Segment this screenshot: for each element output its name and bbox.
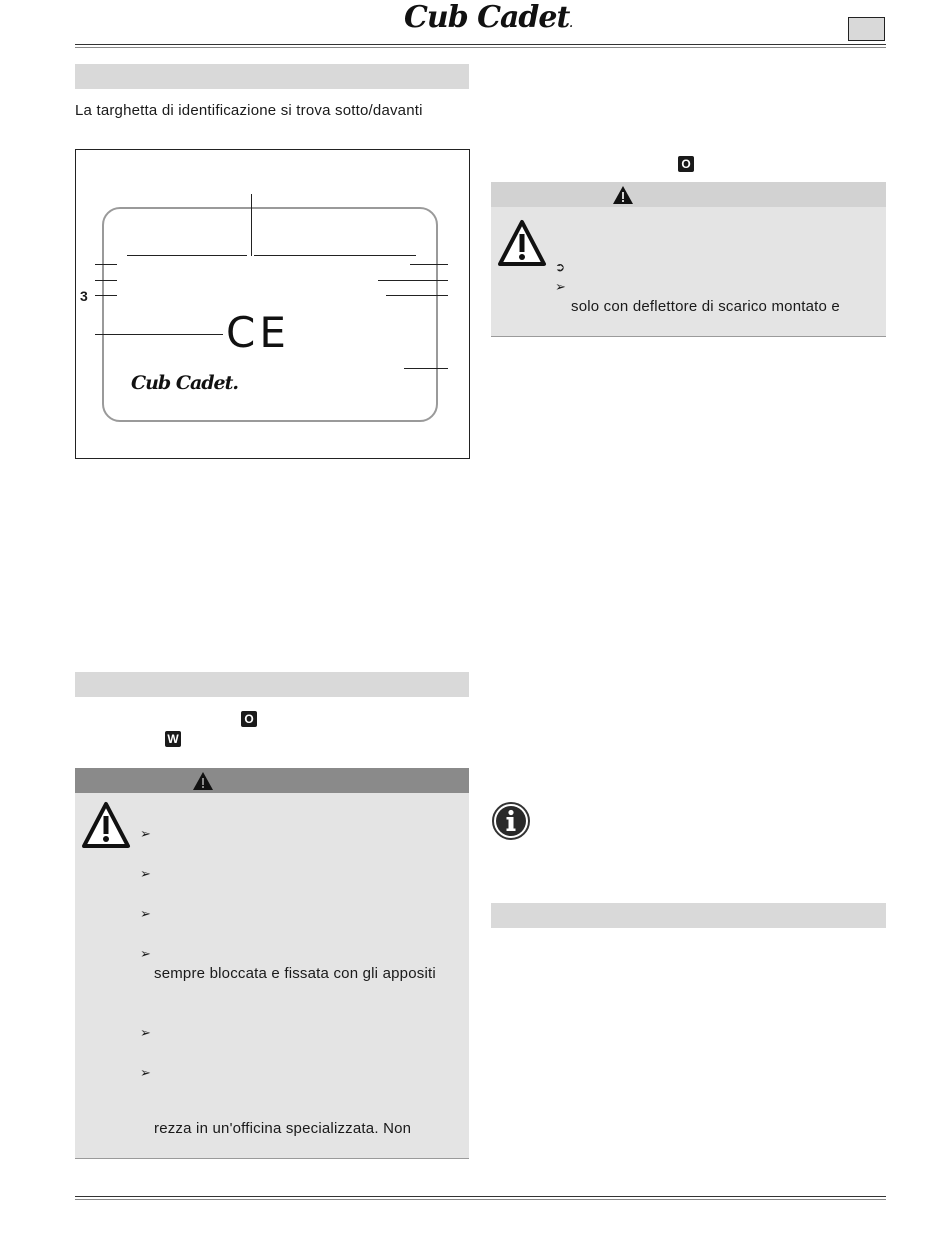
leader-line	[254, 255, 416, 256]
bullet-arrow-icon: ➢	[140, 1065, 151, 1080]
header-rule	[75, 44, 886, 45]
header-rule-thin	[75, 47, 886, 48]
bullet-arrow-icon: ➢	[140, 906, 151, 921]
bullet-arrow-icon: ➢	[140, 866, 151, 881]
warning-line: sempre bloccata e fissata con gli appositi	[154, 965, 436, 982]
leader-line	[95, 334, 223, 335]
warning-box-left	[75, 768, 469, 1159]
warning-header	[75, 768, 469, 793]
plate-figure	[75, 149, 470, 459]
leader-line	[95, 295, 117, 296]
warning-box-right	[491, 182, 886, 337]
bullet-arrow-icon: ➢	[140, 1025, 151, 1040]
leader-line	[127, 255, 247, 256]
leader-line	[404, 368, 448, 369]
warning-line: rezza in un'officina specializzata. Non	[154, 1120, 412, 1137]
bullet-arrow-icon: ➢	[140, 826, 151, 841]
warning-small-icon	[192, 771, 214, 791]
key-o-symbol: O	[678, 156, 694, 172]
bullet-arrow-icon: ➢	[140, 946, 151, 961]
footer-rule-thin	[75, 1199, 886, 1200]
warning-header	[491, 182, 886, 207]
section-heading-right	[491, 903, 886, 928]
leader-line	[386, 295, 448, 296]
bullet-arrow-icon: ➢	[555, 279, 566, 294]
intro-text: La targhetta di identificazione si trova sotto/davanti	[75, 102, 423, 119]
info-icon	[491, 801, 531, 841]
callout-number: 3	[80, 288, 88, 304]
leader-line	[378, 280, 448, 281]
ce-mark: CE	[226, 308, 290, 357]
warning-bottom-rule	[491, 336, 886, 337]
warning-line: solo con deflettore di scarico montato e	[571, 298, 840, 315]
action-arrow-icon: ➲	[555, 260, 566, 274]
warning-small-icon	[612, 185, 634, 205]
warning-triangle-icon	[497, 219, 547, 267]
leader-line	[95, 280, 117, 281]
leader-line	[251, 194, 252, 256]
section-heading-2	[75, 672, 469, 697]
plate-brand-logo: Cub Cadet.	[131, 372, 239, 394]
footer-rule	[75, 1196, 886, 1197]
key-o-symbol: O	[241, 711, 257, 727]
warning-bottom-rule	[75, 1158, 469, 1159]
warning-triangle-icon	[81, 801, 131, 849]
leader-line	[410, 264, 448, 265]
key-w-symbol: W	[165, 731, 181, 747]
page-tab	[848, 17, 885, 41]
section-heading-identification	[75, 64, 469, 89]
brand-logo: Cub Cadet.	[404, 0, 572, 35]
leader-line	[95, 264, 117, 265]
